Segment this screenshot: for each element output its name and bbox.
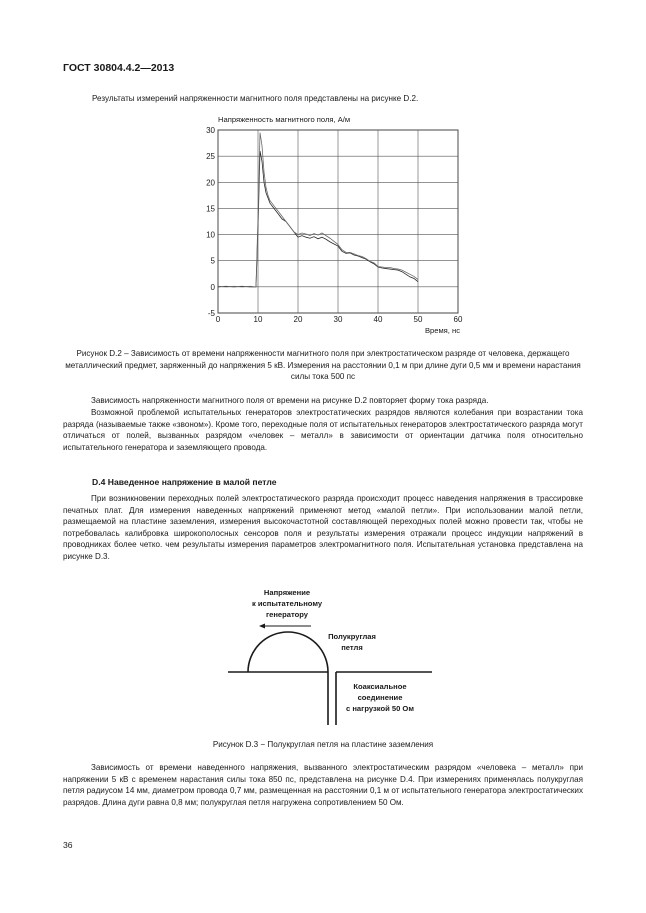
chart-x-tick-label: 0 xyxy=(215,315,221,324)
chart-y-tick-label: 5 xyxy=(210,256,215,266)
document-header: ГОСТ 30804.4.2—2013 xyxy=(63,62,175,74)
label-loop-1: Полукруглая xyxy=(328,632,376,641)
chart-x-tick-label: 40 xyxy=(373,315,383,324)
chart-x-tick-label: 30 xyxy=(333,315,343,324)
chart-y-tick-label: 15 xyxy=(206,204,215,214)
chart-series-line-2 xyxy=(218,133,418,287)
figure-d3-diagram xyxy=(225,585,440,735)
figure-d2-caption: Рисунок D.2 – Зависимость от времени напряженности магнитного поля при электростатическом разряде от человека, держащего металлический предмет, заряженный до напряжения 5 кВ. Измерения на расстоянии 0,1 м при длине дуги 0,5 мм и времени нарастания силы тока 500 пс xyxy=(65,349,581,382)
chart-y-tick-label: -5 xyxy=(207,309,215,318)
chart-y-tick-label: 25 xyxy=(206,152,215,162)
figure-d3-caption: Рисунок D.3 − Полукруглая петля на пластине заземления xyxy=(212,740,434,749)
chart-y-axis-label: Напряженность магнитного поля, А/м xyxy=(218,115,351,124)
label-voltage-2: к испытательному xyxy=(251,599,323,608)
chart-y-tick-label: 0 xyxy=(210,282,215,292)
label-coax-3: с нагрузкой 50 Ом xyxy=(346,704,414,713)
chart-ticks xyxy=(206,126,463,324)
intro-paragraph: Результаты измерений напряженности магнитного поля представлены на рисунке D.2. xyxy=(92,94,419,103)
section-title: D.4 Наведенное напряжение в малой петле xyxy=(92,477,277,487)
section-body: При возникновении переходных полей электростатического разряда происходит процесс наведения напряжения в трассировке печатных плат. Для измерения наведенных напряжений применяют метод «малой петли». При использовании малой петли, размещаемой на пластине заземления, измерения высокочастотной составляющей переходных полей можно провести так, чтобы не потребовалась калибровка широкополосных сенсоров поля и результаты измерения отражали процесс индукции напряжений в проводниках более четко. чем результаты измерения параметров электромагнитного поля. Испытательная установка представлена на рисунке D.3. xyxy=(63,494,583,561)
chart-x-tick-label: 20 xyxy=(293,315,303,324)
chart-x-axis-label: Время, нс xyxy=(424,326,460,335)
chart-x-tick-label: 10 xyxy=(253,315,263,324)
page-number: 36 xyxy=(63,840,73,850)
chart-grid xyxy=(218,130,458,313)
figure-d2-chart xyxy=(190,110,480,335)
label-loop-2: петля xyxy=(341,643,363,652)
label-coax-1: Коаксиальное xyxy=(353,682,407,691)
paragraph-repeat-form: Зависимость напряженности магнитного поля от времени на рисунке D.2 повторяет форму тока разряда. xyxy=(91,396,489,405)
chart-y-tick-label: 10 xyxy=(206,230,215,240)
chart-x-tick-label: 50 xyxy=(413,315,423,324)
label-voltage-1: Напряжение xyxy=(263,588,311,597)
label-coax-2: соединение xyxy=(357,693,403,702)
label-voltage-3: генератору xyxy=(265,610,309,619)
paragraph-ringing: Возможной проблемой испытательных генераторов электростатических разрядов являются колебания при возрастании тока разряда (называемые также «звоном»). Кроме того, переходные поля от испытательных генераторов электростатического разряда могут отличаться от полей, вызванных разрядом «человек – металл» в зависимости от ориентации датчика поля относительно испытательного генератора и заземляющего провода. xyxy=(63,408,583,452)
arrow-left-icon xyxy=(259,624,265,629)
chart-x-tick-label: 60 xyxy=(453,315,463,324)
chart-y-tick-label: 30 xyxy=(206,126,215,135)
semicircular-loop xyxy=(248,632,328,672)
chart-series xyxy=(218,133,418,287)
chart-y-tick-label: 20 xyxy=(206,178,215,188)
paragraph-induced-voltage: Зависимость от времени наведенного напряжения, вызванного электростатическим разрядом «человека – металл» при напряжении 5 кВ с временем нарастания силы тока 850 пс, представлена на рисунке D.4. При измерениях применялась полукруглая петля радиусом 14 мм, диаметром провода 0,7 мм, размещенная на расстоянии 0,1 м от испытательного генератора электростатических разрядов. Длина дуги равна 0,8 мм; полукруглая петля нагружена сопротивлением 50 Ом. xyxy=(63,763,583,807)
chart-series-line-1 xyxy=(218,151,418,287)
